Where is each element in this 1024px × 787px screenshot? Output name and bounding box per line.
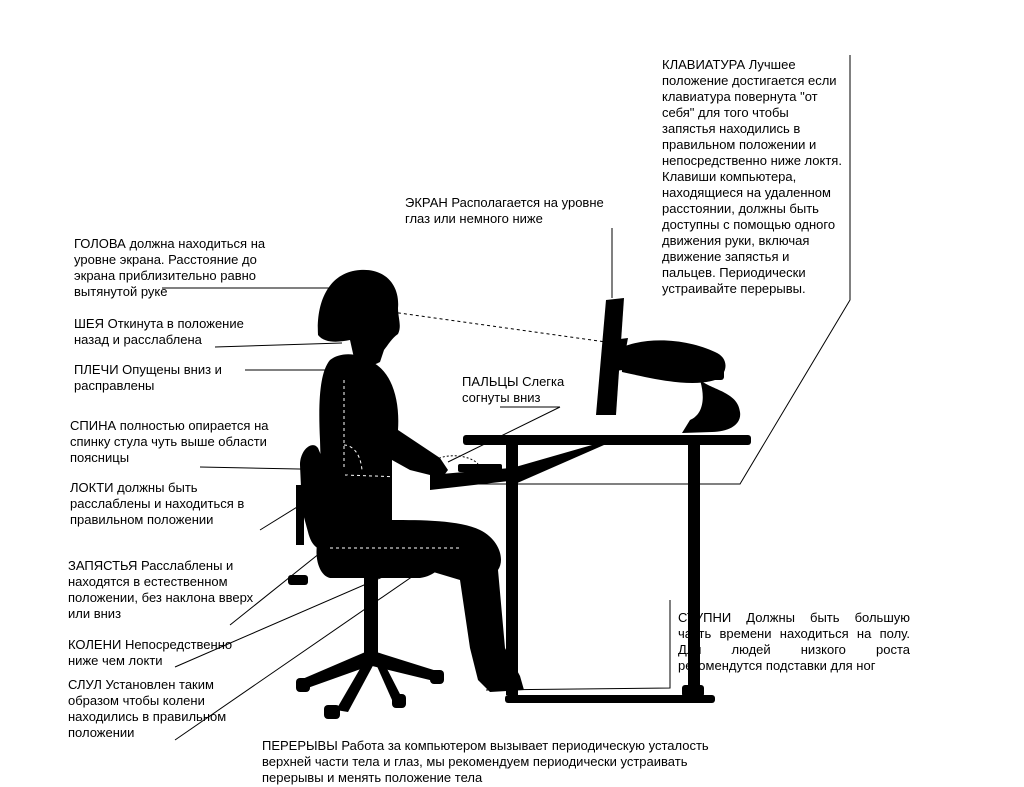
label-pereryvy: ПЕРЕРЫВЫ Работа за компьютером вызывает периодическую усталость верхней части тела и глаз, мы рекомендуем периодически устраивать перерывы и менять положение тела <box>262 738 709 785</box>
label-paltsy: ПАЛЬЦЫ Слегка согнуты вниз <box>462 374 565 405</box>
label-klaviatura: КЛАВИАТУРА Лучшее положение достигается если клавиатура повернута "от себя" для того чтобы запястья находились в правильном положении и непосредственно ниже локтя. Клавиши компьютера, находящиеся на удаленном расстоянии, должны быть доступны с помощью одного движения руки, включая движение запястья и пальцев. Периодически устраивайте перерывы. <box>662 57 842 296</box>
label-lokti: ЛОКТИ должны быть расслаблены и находиться в правильном положении <box>70 480 245 527</box>
label-zapyastya: ЗАПЯСТЬЯ Расслаблены и находятся в естественном положении, без наклона вверх или вниз <box>68 558 254 621</box>
label-spina: СПИНА полностью опирается на спинку стула чуть выше области поясницы <box>70 418 269 465</box>
label-golova: ГОЛОВА должна находиться на уровне экрана. Расстояние до экрана приблизительно равно вытянутой руке <box>74 236 266 299</box>
label-stul: СЛУЛ Установлен таким образом чтобы колени находились в правильном положении <box>68 677 227 740</box>
label-plechi: ПЛЕЧИ Опущены вниз и расправлены <box>74 362 222 393</box>
label-ekran: ЭКРАН Располагается на уровне глаз или немного ниже <box>405 195 604 226</box>
label-sheya: ШЕЯ Откинута в положение назад и расслаблена <box>74 316 244 347</box>
label-koleni: КОЛЕНИ Непосредственно ниже чем локти <box>68 637 233 668</box>
monitor-arm <box>620 340 740 433</box>
label-stupni: СТУПНИ Должны быть большую часть времени находиться на полу. Для людей низкого роста рекомендутся подставки для ног <box>678 610 910 673</box>
